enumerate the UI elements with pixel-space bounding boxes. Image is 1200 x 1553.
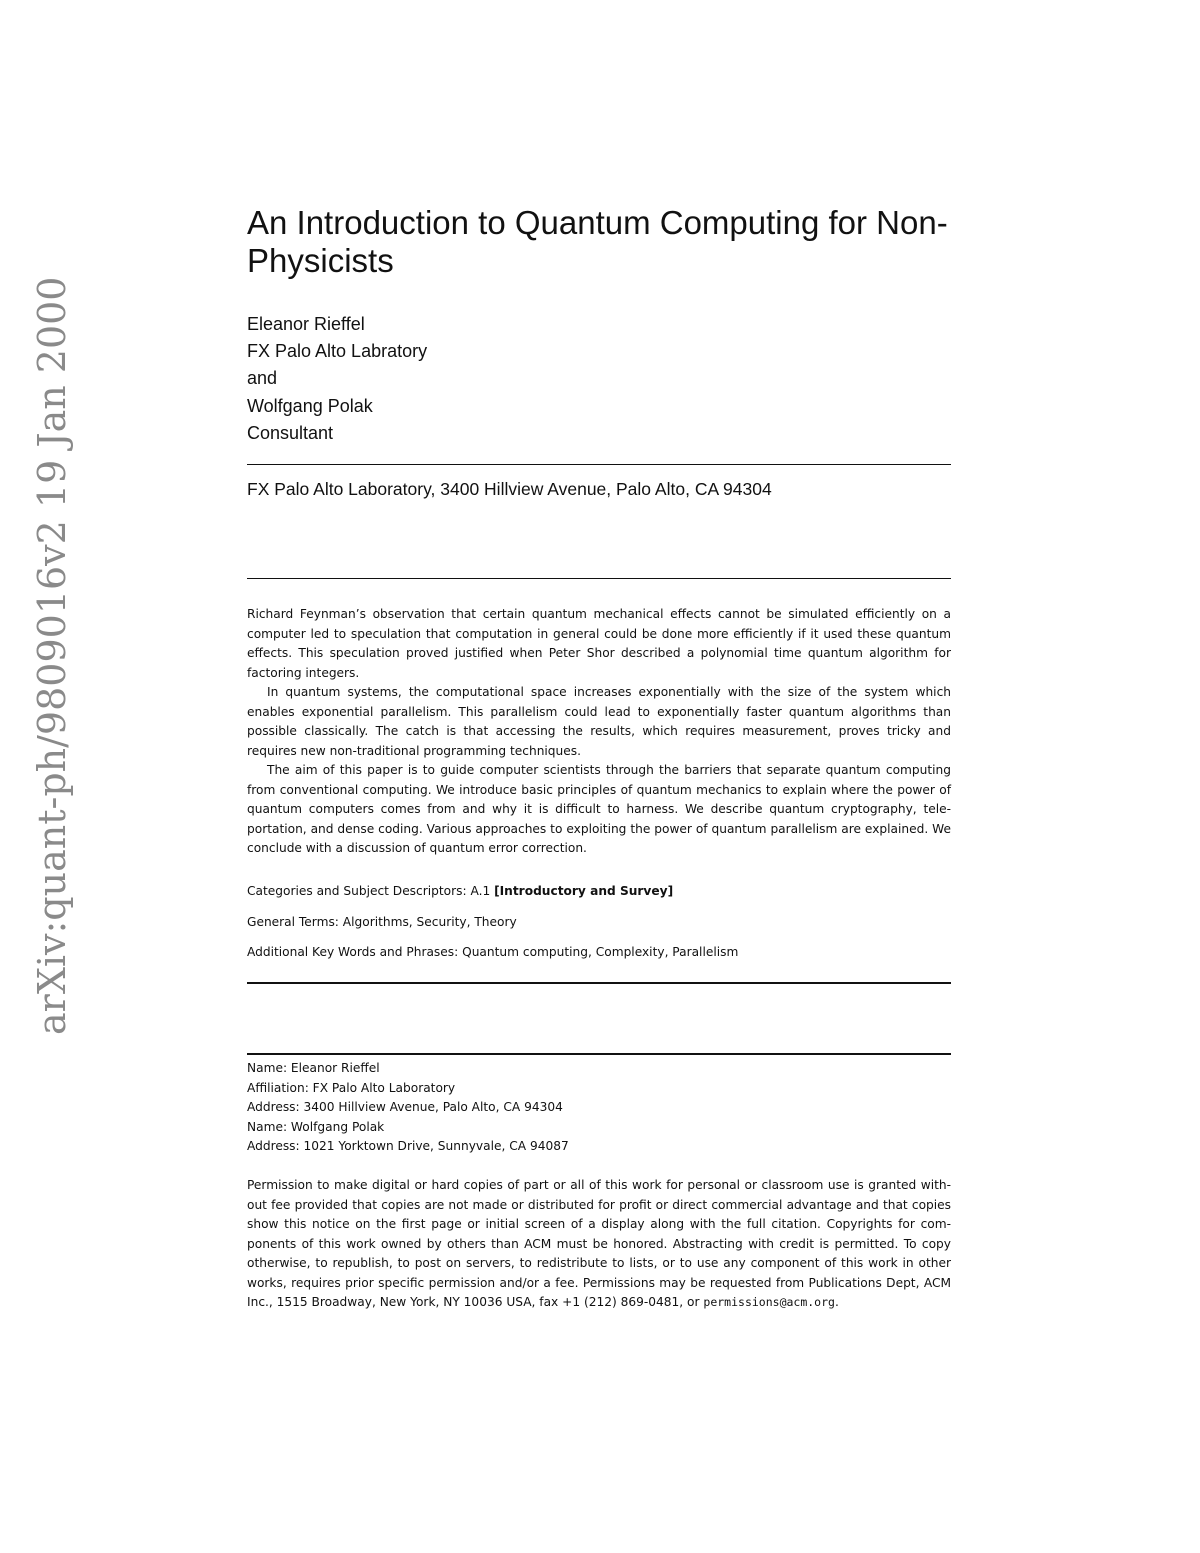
- abstract-paragraph: The aim of this paper is to guide computer scientists through the barriers that separate quantum computing from conventional computing. We introduce basic principles of quantum mechanics to explain where the power of quantum computers comes from and why it is difficult to harness. We describe quantum cryptography, tele-portation, and dense coding. Various approaches to exploiting the power of quantum parallelism are explained. We conclude with a discussion of quantum error correction.: [247, 763, 951, 855]
- contact-line: Affiliation: FX Palo Alto Laboratory: [247, 1080, 456, 1095]
- subject-descriptors-label: Categories and Subject Descriptors: A.1: [247, 884, 491, 898]
- author-line: FX Palo Alto Labratory: [247, 341, 428, 362]
- contact-line: Address: 1021 Yorktown Drive, Sunnyvale, CA 94087: [247, 1139, 569, 1153]
- subject-descriptors: [247, 884, 673, 898]
- contact-line: Name: Eleanor Rieffel: [247, 1061, 380, 1075]
- arxiv-identifier-stamp: arXiv:quant-ph/9809016v2 19 Jan 2000: [30, 276, 74, 1035]
- author-line: and: [247, 368, 278, 389]
- author-line: Eleanor Rieffel: [247, 314, 365, 334]
- permission-text: Permission to make digital or hard copies of part or all of this work for personal or classroom use is granted with-out fee provided that copies are not made or distributed for profit or direct commercial advantage and that copies show this notice on the first page or initial screen of a display along with the full citation. Copyrights for com-ponents of this work owned by others than ACM must be honored. Abstracting with credit is permitted. To copy otherwise, to republish, to post on servers, to redistribute to lists, or to use any component of this work in other works, requires prior specific permission and/or a fee. Permissions may be requested from Publications Dept, ACM Inc., 1515 Broadway, New York, NY 10036 USA, fax +1 (212) 869-0481, or: [247, 1178, 951, 1309]
- author-line: Wolfgang Polak: [247, 395, 373, 416]
- divider: [247, 982, 951, 984]
- institution-address: FX Palo Alto Laboratory, 3400 Hillview Avenue, Palo Alto, CA 94304: [247, 479, 772, 499]
- permission-email: permissions@acm.org: [703, 1295, 835, 1309]
- subject-descriptors-value: [Introductory and Survey]: [494, 884, 674, 898]
- contact-line: Name: Wolfgang Polak: [247, 1119, 385, 1134]
- permission-notice: [247, 1176, 951, 1313]
- divider: [247, 578, 951, 579]
- abstract: [247, 605, 951, 859]
- author-line: Consultant: [247, 422, 334, 443]
- abstract-paragraph: Richard Feynman’s observation that certain quantum mechanical effects cannot be simulated efficiently on a computer led to speculation that computation in general could be done more efficiently if it used these quantum effects. This speculation proved justified when Peter Shor described a polynomial time quantum algorithm for factoring integers.: [247, 607, 951, 680]
- general-terms: General Terms: Algorithms, Security, Theory: [247, 915, 517, 929]
- abstract-paragraph: In quantum systems, the computational space increases exponentially with the size of the system which enables exponential parallelism. This parallelism could lead to exponentially faster quantum algorithms than possible classically. The catch is that accessing the results, which requires measurement, proves tricky and requires new non-traditional programming techniques.: [247, 685, 951, 758]
- divider: [247, 1053, 951, 1055]
- paper-title: An Introduction to Quantum Computing for Non-Physicists: [247, 204, 948, 279]
- author-contacts: [247, 1059, 569, 1157]
- divider: [247, 464, 951, 465]
- author-block: [247, 311, 427, 447]
- key-words: Additional Key Words and Phrases: Quantum computing, Complexity, Parallelism: [247, 945, 739, 959]
- permission-end: .: [834, 1295, 839, 1309]
- contact-line: Address: 3400 Hillview Avenue, Palo Alto, CA 94304: [247, 1100, 563, 1114]
